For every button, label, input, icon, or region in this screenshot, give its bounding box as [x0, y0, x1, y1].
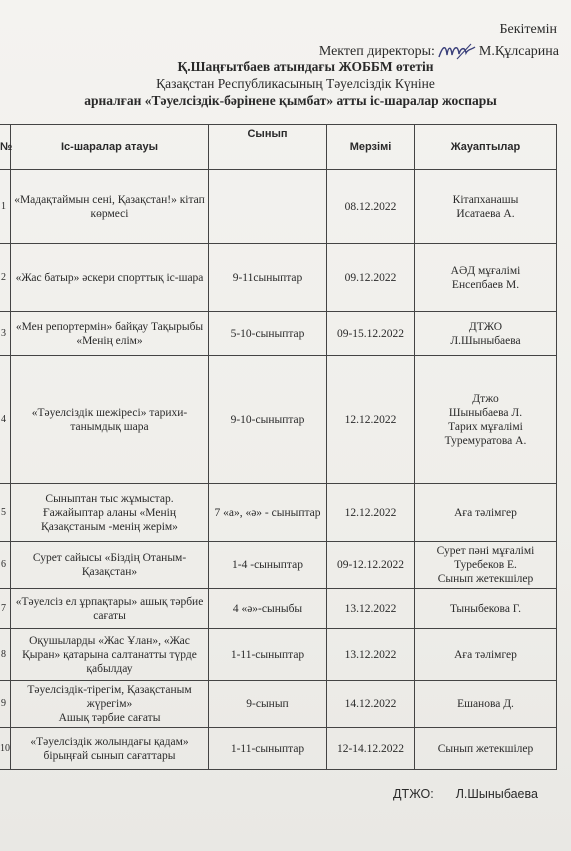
table-row: [0, 484, 557, 542]
grade-cell: 5-10-сыныптар: [209, 312, 327, 356]
grade-cell: 1-11-сыныптар: [209, 629, 327, 681]
num: 4: [0, 356, 11, 484]
table-row: [0, 681, 557, 728]
num: 6: [0, 542, 11, 589]
title-line-1: Қ.Шаңғытбаев атындағы ЖОББМ өтетін: [177, 59, 434, 74]
responsible-cell: Сурет пәні мұғалімі Туребеков Е. Сынып жетекшілер: [415, 542, 557, 589]
date-cell: 14.12.2022: [327, 681, 415, 728]
date-cell: 13.12.2022: [327, 629, 415, 681]
event-name-cell: Тәуелсіздік-тірегім, Қазақстаным жүрегім» Ашық тәрбие сағаты: [11, 681, 209, 728]
grade-cell: [209, 170, 327, 244]
table-row: [0, 312, 557, 356]
date-cell: 12-14.12.2022: [327, 728, 415, 770]
event-name-cell: «Мадақтаймын сені, Қазақстан!» кітап көрмесі: [11, 170, 209, 244]
approval-stamp-text: Бекітемін: [499, 22, 557, 37]
director-name: М.Құлсарина: [478, 44, 559, 59]
event-name-cell: «Тәуелсіздік жолындағы қадам» бірыңғай сынып сағаттары: [11, 728, 209, 770]
num: 1: [0, 170, 11, 244]
date-cell: 08.12.2022: [327, 170, 415, 244]
title-line-2: Қазақстан Республикасының Тәуелсіздік Күніне: [156, 76, 435, 91]
date-cell: 09-15.12.2022: [327, 312, 415, 356]
event-name-cell: «Жас батыр» әскери спорттық іс-шара: [11, 244, 209, 312]
num: 3: [0, 312, 11, 356]
grade-cell: 4 «ә»-сыныбы: [209, 589, 327, 629]
responsible-cell: Аға тәлімгер: [415, 484, 557, 542]
table-header-row: [0, 125, 557, 170]
column-header-responsible: Жауаптылар: [415, 125, 557, 170]
num: 7: [0, 589, 11, 629]
responsible-cell: Дтжо Шыныбаева Л. Тарих мұғалімі Туремуратова А.: [415, 356, 557, 484]
responsible-cell: Тыныбекова Г.: [415, 589, 557, 629]
responsible-cell: Сынып жетекшілер: [415, 728, 557, 770]
column-header-date: Мерзімі: [327, 125, 415, 170]
grade-cell: 1-4 -сыныптар: [209, 542, 327, 589]
director-label: Мектеп директоры:: [318, 44, 435, 59]
document-title: [0, 58, 571, 109]
responsible-cell: АӘД мұғалімі Енсепбаев М.: [415, 244, 557, 312]
column-header-grade: Сынып: [209, 125, 327, 170]
date-cell: 13.12.2022: [327, 589, 415, 629]
event-name-cell: «Тәуелсіз ел ұрпақтары» ашық тәрбие сағаты: [11, 589, 209, 629]
date-cell: 12.12.2022: [327, 356, 415, 484]
table-row: [0, 728, 557, 770]
grade-cell: 1-11-сыныптар: [209, 728, 327, 770]
table-row: [0, 542, 557, 589]
responsible-cell: Ешанова Д.: [415, 681, 557, 728]
footer-label: ДТЖО:: [393, 787, 434, 801]
table-row: [0, 244, 557, 312]
responsible-cell: Аға тәлімгер: [415, 629, 557, 681]
num: 10: [0, 728, 11, 770]
grade-cell: 9-11сыныптар: [209, 244, 327, 312]
column-header-num: №: [0, 125, 11, 170]
table-row: [0, 589, 557, 629]
date-cell: 12.12.2022: [327, 484, 415, 542]
event-name-cell: Сурет сайысы «Біздің Отаным-Қазақстан»: [11, 542, 209, 589]
grade-cell: 7 «а», «ә» - сыныптар: [209, 484, 327, 542]
event-name-cell: «Тәуелсіздік шежіресі» тарихи-танымдық шара: [11, 356, 209, 484]
table-row: [0, 629, 557, 681]
grade-cell: 9-сынып: [209, 681, 327, 728]
event-name-cell: Сыныптан тыс жұмыстар. Ғажайыптар аланы «Менің Қазақстаным -менің жерім»: [11, 484, 209, 542]
footer-signature: [393, 787, 560, 801]
grade-cell: 9-10-сыныптар: [209, 356, 327, 484]
event-name-cell: Оқушыларды «Жас Ұлан», «Жас Қыран» қатарына салтанатты түрде қабылдау: [11, 629, 209, 681]
num: 8: [0, 629, 11, 681]
responsible-cell: ДТЖО Л.Шыныбаева: [415, 312, 557, 356]
table-row: [0, 356, 557, 484]
column-header-name: Іс-шаралар атауы: [11, 125, 209, 170]
title-line-3: арналған «Тәуелсіздік-бәрінене қымбат» атты іс-шаралар жоспары: [84, 93, 497, 108]
date-cell: 09.12.2022: [327, 244, 415, 312]
table-row: [0, 170, 557, 244]
num: 5: [0, 484, 11, 542]
events-table: [0, 124, 557, 770]
num: 2: [0, 244, 11, 312]
num: 9: [0, 681, 11, 728]
date-cell: 09-12.12.2022: [327, 542, 415, 589]
event-name-cell: «Мен репортермін» байқау Тақырыбы «Менің елім»: [11, 312, 209, 356]
responsible-cell: Кітапханашы Исатаева А.: [415, 170, 557, 244]
footer-name: Л.Шыныбаева: [455, 787, 538, 801]
